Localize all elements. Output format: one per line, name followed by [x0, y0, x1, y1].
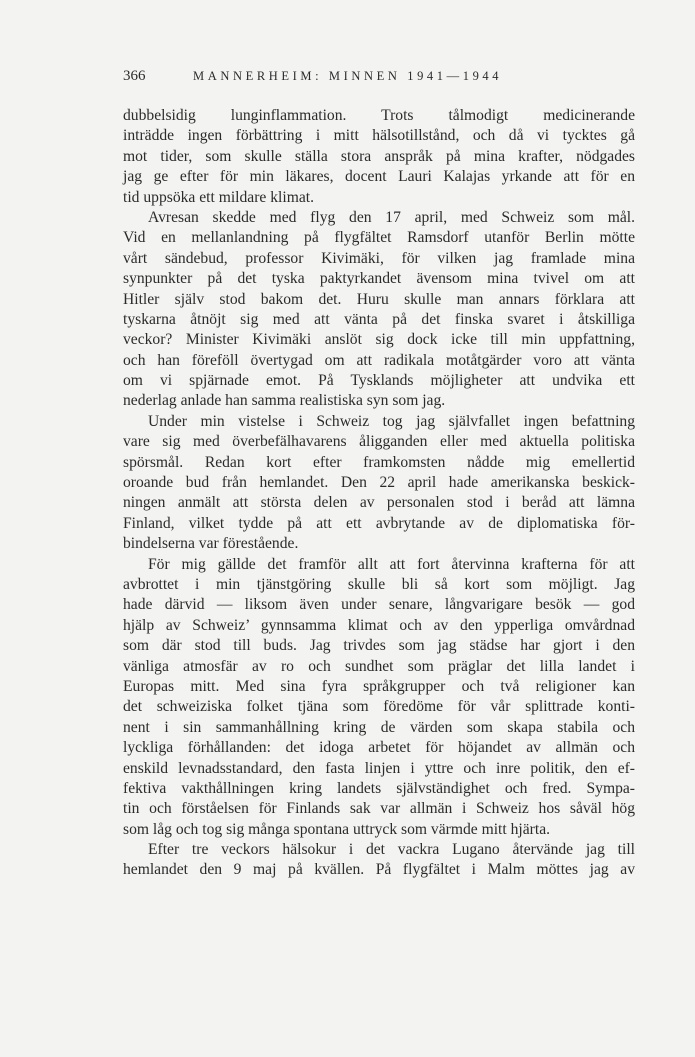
- text-line: det schweiziska folket tjäna som föredöme för vår splittrade konti-: [123, 698, 635, 716]
- text-line: Hitler själv stod bakom det. Huru skulle man annars förklara att: [123, 290, 635, 308]
- page-number: 366: [123, 68, 146, 84]
- text-line: vare sig med överbefälhavarens åligganden eller med aktuella politiska: [123, 433, 635, 451]
- text-line: hjälp av Schweiz’ gynnsamma klimat och av den ypperliga omvårdnad: [123, 616, 635, 634]
- text-line: vänliga atmosfär av ro och sundhet som präglar det lilla landet i: [123, 657, 635, 675]
- text-line: Finland, vilket tydde på att ett avbrytande av de diplomatiska för-: [123, 514, 635, 532]
- running-header: [123, 68, 635, 92]
- text-line: tin och förståelsen för Finlands sak var allmän i Schweiz hos såväl hög: [123, 800, 635, 818]
- text-line: som där stod till buds. Jag trivdes som jag städse har gjort i den: [123, 637, 635, 655]
- text-line: Under min vistelse i Schweiz tog jag självfallet ingen befattning: [148, 412, 635, 430]
- text-line: Europas mitt. Med sina fyra språkgrupper och två religioner kan: [123, 677, 635, 695]
- text-line: tid uppsöka ett mildare klimat.: [123, 188, 314, 206]
- text-line: vårt sändebud, professor Kivimäki, för vilken jag framlade mina: [123, 249, 635, 267]
- paragraph: [123, 555, 635, 840]
- text-line: bindelserna var förestående.: [123, 535, 299, 553]
- body-text: [123, 106, 635, 881]
- text-line: dubbelsidig lunginflammation. Trots tålmodigt medicinerande: [123, 107, 635, 124]
- paragraph: [123, 208, 635, 412]
- text-line: Efter tre veckors hälsokur i det vackra Lugano återvände jag till: [148, 841, 635, 859]
- text-line: enskild levnadsstandard, den fasta linjen i yttre och inre politik, den ef-: [123, 759, 635, 777]
- text-line: Avresan skedde med flyg den 17 april, med Schweiz som mål.: [148, 208, 635, 226]
- text-line: ningen anmält att största delen av personalen stod i beråd att lämna: [123, 494, 635, 512]
- text-line: om vi spjärnade emot. På Tysklands möjligheter att undvika ett: [123, 372, 635, 390]
- text-line: jag ge efter för min läkares, docent Lauri Kalajas yrkande att för en: [123, 168, 635, 186]
- text-line: hemlandet den 9 maj på kvällen. På flygfältet i Malm möttes jag av: [123, 861, 635, 879]
- paragraph: [123, 412, 635, 555]
- text-line: inträdde ingen förbättring i mitt hälsotillstånd, och då vi tycktes gå: [123, 127, 635, 145]
- text-line: tyskarna åtnöjt sig med att vänta på det finska svaret i åtskilliga: [123, 310, 635, 328]
- text-line: nent i sin sammanhållning kring de värden som skapa stabila och: [123, 718, 635, 736]
- text-line: och han föreföll övertygad om att radikala motåtgärder voro att vänta: [123, 351, 635, 369]
- text-line: veckor? Minister Kivimäki anslöt sig dock icke till min uppfattning,: [123, 331, 635, 349]
- text-line: oroande bud från hemlandet. Den 22 april hade amerikanska beskick-: [123, 474, 635, 492]
- text-line: synpunkter på det tyska paktyrkandet ävensom mina tvivel om att: [123, 270, 635, 288]
- text-line: spörsmål. Redan kort efter framkomsten nådde mig emellertid: [123, 453, 635, 471]
- text-line: avbrottet i min tjänstgöring skulle bli så kort som möjligt. Jag: [123, 575, 635, 593]
- text-line: hade därvid — liksom även under senare, långvarigare besök — god: [123, 596, 635, 614]
- text-line: mot tider, som skulle ställa stora anspråk på mina krafter, nödgades: [123, 147, 635, 165]
- text-line: Vid en mellanlandning på flygfältet Ramsdorf utanför Berlin mötte: [123, 229, 635, 247]
- text-line: som låg och tog sig många spontana uttryck som värmde mitt hjärta.: [123, 820, 551, 838]
- text-line: lyckliga förhållanden: det idoga arbetet för höjandet av allmän och: [123, 739, 635, 757]
- paragraph: [123, 106, 635, 208]
- text-line: nederlag anlade han samma realistiska syn som jag.: [123, 392, 446, 410]
- text-line: För mig gällde det framför allt att fort återvinna krafterna för att: [148, 555, 635, 573]
- text-line: fektiva vakthållningen kring landets självständighet och fred. Sympa-: [123, 779, 635, 797]
- running-title: MANNERHEIM: MINNEN 1941—1944: [193, 69, 503, 83]
- paragraph: [123, 840, 635, 881]
